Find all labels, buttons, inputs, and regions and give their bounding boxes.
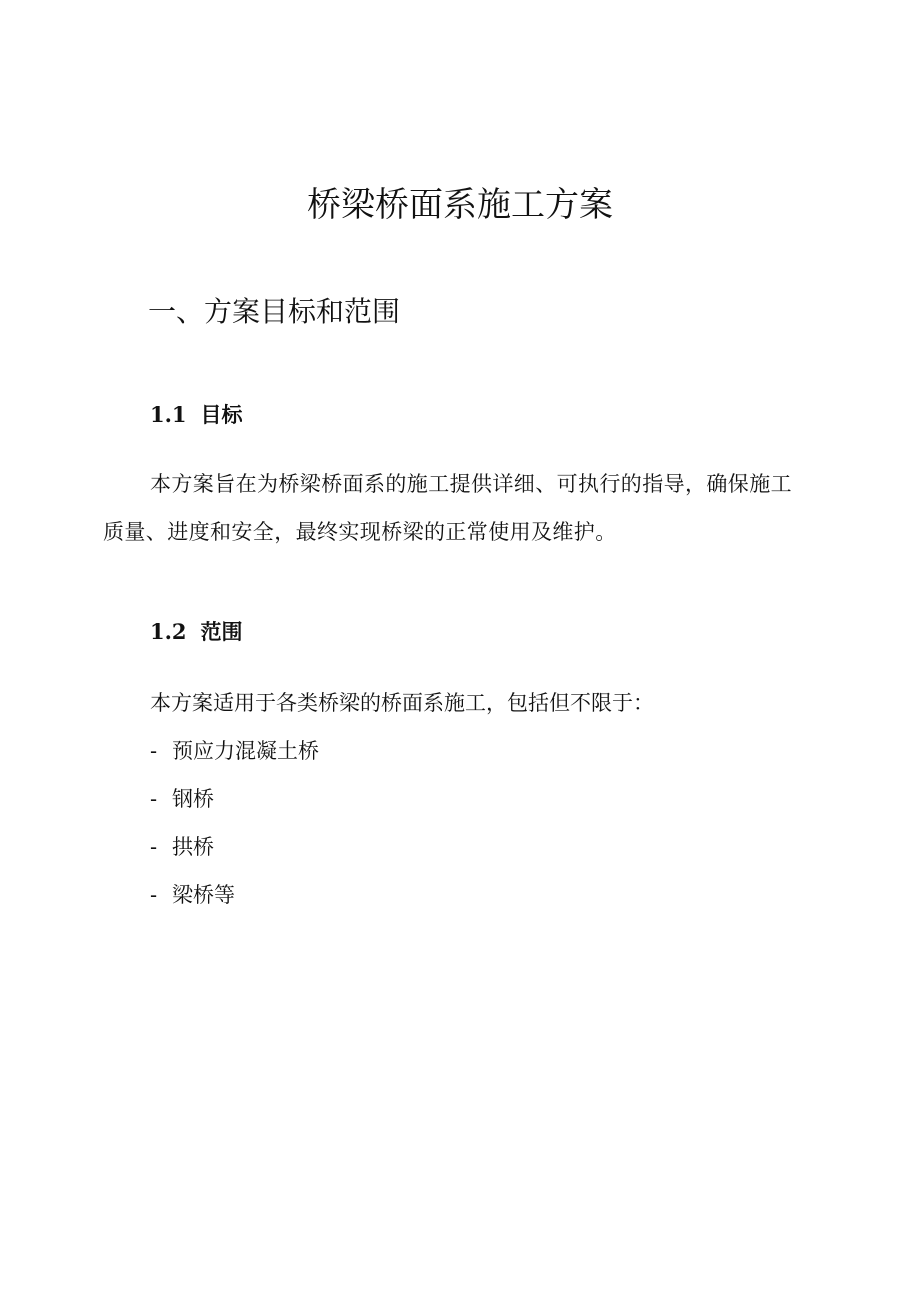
subsection-heading-scope	[150, 617, 243, 647]
list-item-text: 拱桥	[172, 835, 214, 859]
list-item-text: 预应力混凝土桥	[172, 739, 319, 763]
list-item-text: 梁桥等	[172, 883, 235, 907]
goal-paragraph: 本方案旨在为桥梁桥面系的施工提供详细、可执行的指导，确保施工质量、进度和安全，最终实现桥梁的正常使用及维护。	[103, 472, 792, 544]
subsection-number: 1.2	[150, 619, 187, 644]
subsection-label: 目标	[200, 402, 243, 427]
list-bullet: -	[150, 835, 158, 859]
scope-list	[150, 727, 319, 919]
list-item	[150, 775, 319, 823]
section-heading-1: 一、方案目标和范围	[148, 295, 401, 328]
list-bullet: -	[150, 739, 158, 763]
subsection-heading-goal	[150, 400, 243, 430]
document-title: 桥梁桥面系施工方案	[307, 185, 613, 225]
list-bullet: -	[150, 883, 158, 907]
list-item	[150, 871, 319, 919]
list-bullet: -	[150, 787, 158, 811]
subsection-number: 1.1	[150, 402, 187, 427]
list-item	[150, 823, 319, 871]
list-item-text: 钢桥	[172, 787, 214, 811]
list-item	[150, 727, 319, 775]
scope-intro: 本方案适用于各类桥梁的桥面系施工，包括但不限于：	[150, 691, 654, 715]
subsection-label: 范围	[200, 619, 243, 644]
